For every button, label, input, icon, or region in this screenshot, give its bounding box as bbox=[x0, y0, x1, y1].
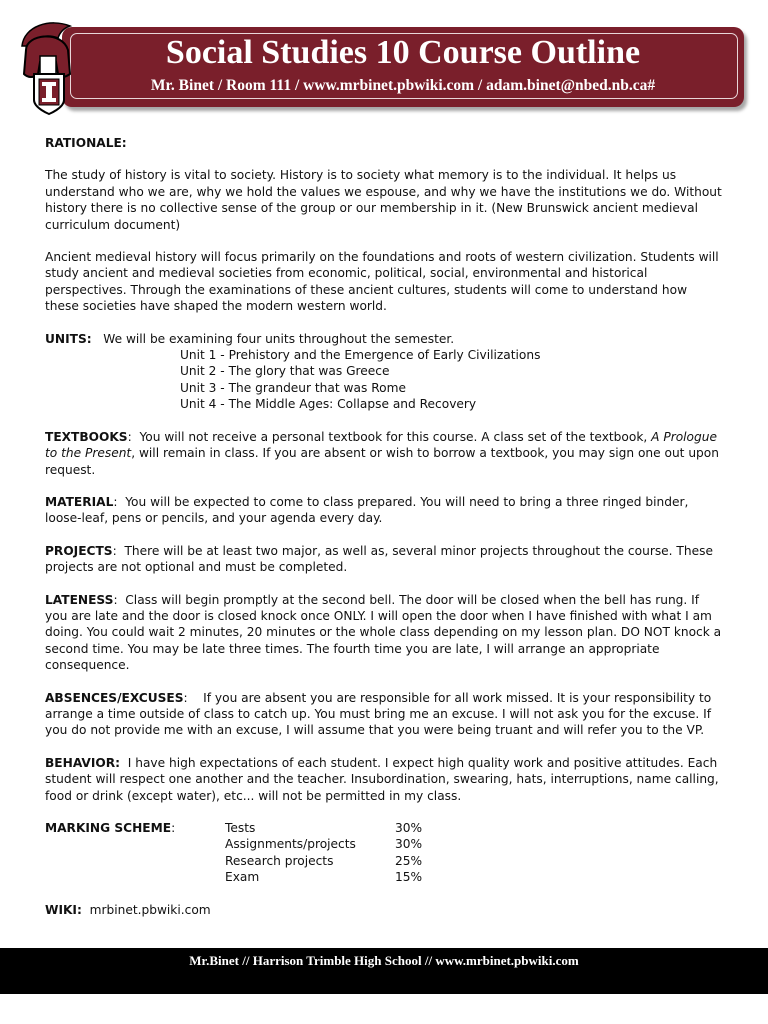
material-section: MATERIAL: You will be expected to come to class prepared. You will need to bring a three ringed binder, loose-leaf, pens or pencils, and your agenda every day. bbox=[45, 494, 689, 526]
absences-section: ABSENCES/EXCUSES: If you are absent you are responsible for all work missed. It is your responsibility to arrange a time outside of class to catch up. You must bring me an excuse. I will not ask you for the excuse. If you do not provide me with an excuse, I will assume that you were being truant and will refer you to the VP. bbox=[45, 690, 712, 738]
units-list bbox=[180, 347, 723, 413]
behavior-section bbox=[45, 755, 723, 804]
absences-text: If you are absent you are responsible for all work missed. It is your responsibility to arrange a time outside of class to catch up. You must bring me an excuse. I will not ask you for the excuse. If you do not provide me with an excuse, I will assume that you were being truant and will refer you to the VP. bbox=[45, 690, 712, 738]
unit-item: Unit 3 - The grandeur that was Rome bbox=[180, 380, 406, 395]
projects-text: There will be at least two major, as well as, several minor projects throughout the course. These projects are not optional and must be completed. bbox=[45, 543, 713, 575]
marking-scheme-heading: MARKING SCHEME: bbox=[45, 821, 176, 835]
units-intro: We will be examining four units throughout the semester. bbox=[103, 331, 455, 346]
units-section bbox=[45, 331, 723, 347]
marking-item: Exam bbox=[225, 870, 260, 885]
material-text: You will be expected to come to class prepared. You will need to bring a three ringed binder, loose-leaf, pens or pencils, and your agenda every day. bbox=[45, 494, 689, 526]
rationale-heading bbox=[45, 135, 723, 151]
rationale-paragraph-2: Ancient medieval history will focus primarily on the foundations and roots of western civilization. Students will study ancient and medieval societies from economic, political, social, environmental and historical perspectives. Through the examinations of these ancient cultures, students will come to understand how these societies have shaped the modern western world. bbox=[45, 250, 719, 314]
wiki-section bbox=[45, 902, 723, 918]
header-banner bbox=[62, 27, 744, 107]
behavior-text: I have high expectations of each student. I expect high quality work and positive attitudes. Each student will respect one another and the teacher. Insubordination, swearing, hats, interruptions, name calling, food or drink (except water), etc... will not be permitted in my class. bbox=[45, 755, 719, 803]
marking-item: Research projects bbox=[225, 853, 334, 868]
textbooks-text-after: , will remain in class. If you are absent or wish to borrow a textbook, you may sign one out upon request. bbox=[45, 446, 719, 477]
marking-label: MARKING SCHEME bbox=[45, 821, 172, 835]
wiki-url: mrbinet.pbwiki.com bbox=[89, 902, 211, 917]
wiki-label: WIKI: bbox=[45, 902, 82, 917]
lateness-text: Class will begin promptly at the second bell. The door will be closed when the bell has rung. If you are late and the door is closed knock once ONLY. I will open the door when I have finished with what I am doing. You could wait 2 minutes, 20 minutes or the whole class depending on my lesson plan. DO NOT knock a second time. You may be late three times. The fourth time you are late, I will arrange an appropriate consequence. bbox=[45, 592, 722, 673]
unit-item: Unit 1 - Prehistory and the Emergence of Early Civilizations bbox=[180, 348, 541, 363]
projects-label: PROJECTS bbox=[45, 543, 113, 558]
footer-text: Mr.Binet // Harrison Trimble High School // www.mrbinet.pbwiki.com bbox=[189, 953, 579, 968]
textbooks-label: TEXTBOOKS bbox=[45, 429, 128, 444]
marking-item: Assignments/projects bbox=[225, 837, 356, 852]
course-outline-body bbox=[45, 135, 723, 934]
marking-weight: 30% bbox=[395, 837, 423, 852]
lateness-label: LATENESS bbox=[45, 592, 114, 607]
textbooks-text-before: You will not receive a personal textbook for this course. A class set of the textbook, bbox=[139, 429, 652, 444]
rationale-paragraph-1: The study of history is vital to society. History is to society what memory is to the individual. It helps us understand who we are, why we hold the values we espouse, and why we have the institutions we do. Without history there is no collective sense of the group or our membership in it. (New Brunswick ancient medieval curriculum document) bbox=[45, 168, 722, 232]
behavior-label: BEHAVIOR: bbox=[45, 755, 121, 770]
marking-weight: 25% bbox=[395, 853, 423, 868]
units-label: UNITS: bbox=[45, 331, 92, 346]
page-footer bbox=[0, 948, 768, 994]
projects-section: PROJECTS: There will be at least two major, as well as, several minor projects throughout the course. These projects are not optional and must be completed. bbox=[45, 543, 713, 575]
page-title: Social Studies 10 Course Outline bbox=[165, 34, 641, 71]
rationale-label: RATIONALE: bbox=[45, 136, 127, 150]
material-label: MATERIAL bbox=[45, 494, 114, 509]
marking-weight: 15% bbox=[395, 870, 423, 885]
unit-item: Unit 4 - The Middle Ages: Collapse and Recovery bbox=[180, 397, 477, 412]
absences-label: ABSENCES/EXCUSES bbox=[45, 690, 184, 705]
unit-item: Unit 2 - The glory that was Greece bbox=[180, 364, 390, 379]
textbooks-section: TEXTBOOKS: You will not receive a personal textbook for this course. A class set of the textbook, A Prologue to the Present, will remain in class. If you are absent or wish to borrow a textbook, you may sign one out upon request. bbox=[45, 429, 719, 477]
spartan-helmet-logo-icon bbox=[12, 16, 86, 116]
marking-weight: 30% bbox=[395, 821, 423, 835]
marking-scheme-table bbox=[45, 820, 723, 886]
textbook-title: A Prologue to the Present bbox=[45, 429, 717, 461]
marking-item: Tests bbox=[225, 821, 256, 835]
page-subtitle: Mr. Binet / Room 111 / www.mrbinet.pbwiki.com / adam.binet@nbed.nb.ca# bbox=[150, 77, 656, 94]
lateness-section: LATENESS: Class will begin promptly at the second bell. The door will be closed when the bell has rung. If you are late and the door is closed knock once ONLY. I will open the door when I have finished with what I am doing. You could wait 2 minutes, 20 minutes or the whole class depending on my lesson plan. DO NOT knock a second time. You may be late three times. The fourth time you are late, I will arrange an appropriate consequence. bbox=[45, 592, 722, 673]
